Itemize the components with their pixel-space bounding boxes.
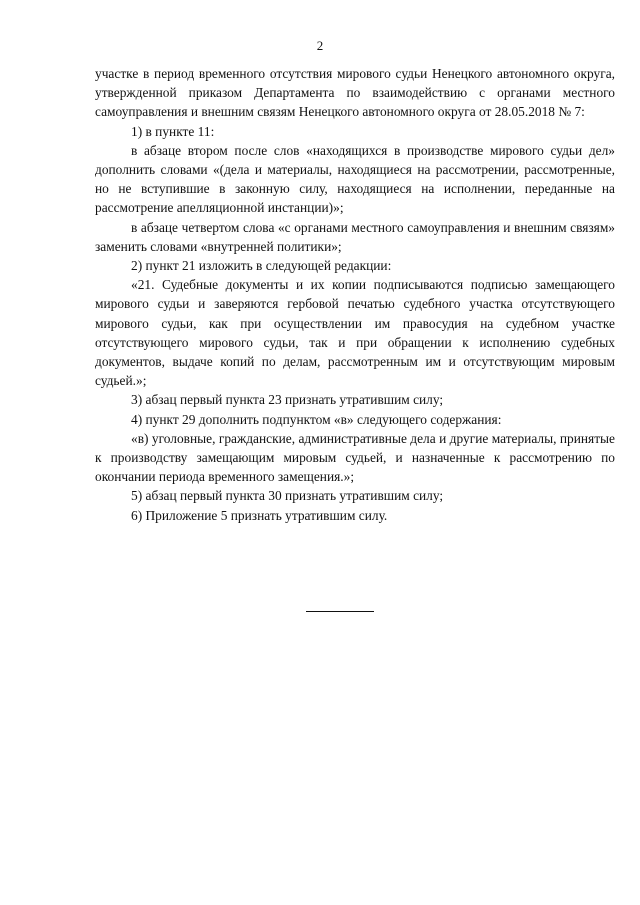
paragraph-item-6: 6) Приложение 5 признать утратившим силу. [131, 507, 388, 523]
paragraph-item-4: 4) пункт 29 дополнить подпунктом «в» следующего содержания: [131, 411, 502, 427]
page-number: 2 [316, 38, 324, 53]
paragraph-item-5: 5) абзац первый пункта 30 признать утратившим силу; [131, 488, 444, 504]
document-body [95, 64, 615, 525]
paragraph-item-1-abzac-4: в абзаце четвертом слова «с органами местного самоуправления и внешним связям» заменить словами «внутренней политики»; [95, 219, 615, 254]
paragraph-intro-continuation: участке в период временного отсутствия мирового судьи Ненецкого автономного округа, утвержденной приказом Департамента по взаимодействию с органами местного самоуправления и внешним связям Ненецкого автономного округа от 28.05.2018 № 7: [95, 66, 615, 120]
paragraph-item-1-abzac-2: в абзаце втором после слов «находящихся в производстве мирового судьи дел» дополнить словами «(дела и материалы, находящиеся на рассмотрении, рассмотренные, но не вступившие в законную силу, находящиеся на исполнении, переданные на рассмотрение апелляционной инстанции)»; [95, 142, 615, 216]
paragraph-item-2: 2) пункт 21 изложить в следующей редакции: [131, 258, 392, 274]
paragraph-item-2-new-text: «21. Судебные документы и их копии подписываются подписью замещающего мирового судьи и заверяются гербовой печатью судебного участка отсутствующего мирового судьи, как при осуществлении им правосудия на судебном участке отсутствующего мирового судьи, так и при обращении к исполнению судебных документов, выдаче копий по делам, рассмотренным им и отсутствующим мировым судьей.»; [95, 277, 615, 389]
paragraph-item-3: 3) абзац первый пункта 23 признать утратившим силу; [131, 392, 444, 408]
paragraph-item-1: 1) в пункте 11: [131, 123, 215, 139]
paragraph-item-4-new-text: «в) уголовные, гражданские, административные дела и другие материалы, принятые к производству замещающим мировым судьей, и назначенные к рассмотрению по окончании периода временного замещения.»; [95, 430, 615, 485]
end-of-document-divider [306, 611, 374, 612]
